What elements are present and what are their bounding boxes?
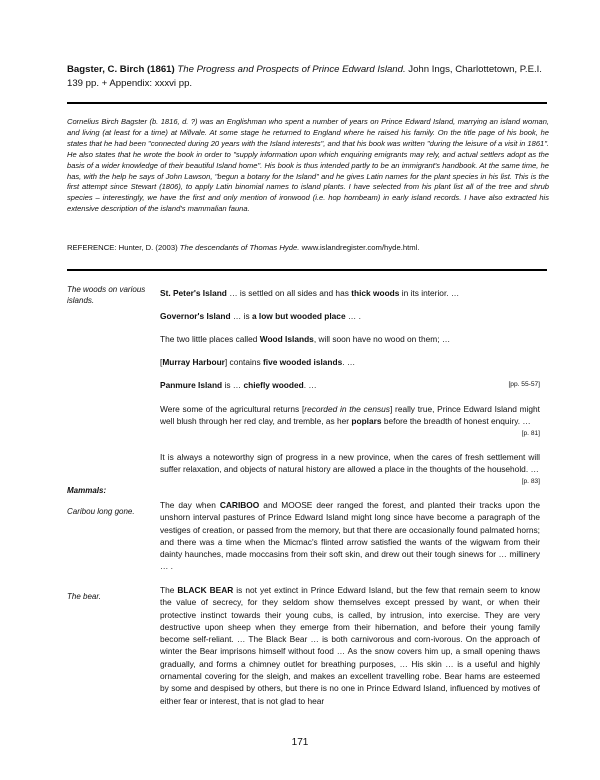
entry-murray-harbour [160,356,540,368]
entry-text: Were some of the agricultural returns [ [160,404,305,414]
page-number: 171 [291,737,309,748]
abstract: Cornelius Birch Bagster (b. 1816, d. ?) was an Englishman who spent a number of years on Prince Edward Island, marrying an island woman, and living (at least for a time) at Millvale. At some stage he returned to England where he raised his family. On the title page of his book, he states that he had been "connected during 20 years with the Island interests", and that his book was written "during the leisure of a visit in 1861". He also states that he wrote the book in order to "supply information upon which enquiring emigrants may rely, and actual settlers adopt as the basis of a wider knowledge of their beautiful Island home". His book is thus intended partly to be an immigrant's handbook. At the same time, he has, with the help he says of John Lawson, "begun a botany for the Island" and he gives Latin names for the plant species in his list. This is the first attempt since Stewart (1806), to apply Latin binomial names to island plants. I have selected from his plant list all of the tree and shrub species – interestingly, we have the first and only mention of ironwood (i.e. hop hornbeam) in early island records. I have also extracted his extensive description of the island's mammalian fauna. [67,117,549,214]
entry-natural-history [160,451,540,488]
entry-bold: Murray Harbour [162,357,225,367]
entry-text: The two little places called [160,334,260,344]
entry-agricultural-returns [160,403,540,440]
entry-bold: Governor's Island [160,311,231,321]
entry-panmure [160,379,540,391]
margin-note-woods: The woods on various islands. [67,285,146,305]
entry-text: , will soon have no wood on them; … [313,334,451,344]
reference-url: www.islandregister.com/hyde.html. [301,243,420,252]
entry-text: The day when [160,500,220,510]
entry-text: ] really true, Prince Edward Island might well blush through her red clay, and tremble, as her [160,404,540,427]
entry-text: . … [303,380,317,390]
entry-text: … . [345,311,361,321]
margin-note-bear: The bear. [67,592,101,601]
entry-bold: BLACK BEAR [177,585,234,595]
margin-note-mammals: Mammals: [67,486,107,495]
entry-text: The [160,585,178,595]
entry-text: … is settled on all sides and has [226,288,352,298]
entry-bold: Wood Islands [259,334,314,344]
entry-text: and MOOSE deer ranged the forest, and planted their tracks upon the unshorn interval pastures of Prince Edward Island might long since have become a paragraph of the vestiges of creation, or passed from the memory, but that there are occasionally found palmated horns; and there was a time when the Micmac's flinted arrow satisfied the wants of the wigwam from their dainty haunches, made moccasins from their soft skin, and drew out their tough sinews for … millinery … . [160,500,540,572]
entry-bold: five wooded islands [262,357,343,367]
entry-bold: poplars [351,416,382,427]
entry-black-bear [160,584,540,707]
citation-publisher: John Ings, Charlottetown, P.E.I. 139 pp. + Appendix: xxxvi pp. [67,64,542,89]
entry-wood-islands [160,333,540,345]
citation-author: Bagster, C. Birch (1861) [67,64,175,75]
reference-prefix: REFERENCE: Hunter, D. (2003) [67,243,178,252]
entry-text: is not yet extinct in Prince Edward Island, but the few that remain seem to know the value of secrecy, for they seldom show themselves except pressed by want, or when their protective instinct towards their young cubs, is called, by intrusion, into exercise. They are very destructive upon sheep when they emerge from their hibernation, and before their young family become self-reliant. … The Black Bear … is both carnivorous and corn-ivorous. On the approach of winter the Bear imprisons himself without food … As the snow covers him up, a small opening thaws gradually, and forms a chimney outlet for breathing purposes, … His skin … is a useful and highly ornamental covering for the sleigh, and makes an excellent travelling robe. Bear hams are esteemed by some and despised by others, but there is no one in Prince Edward Island, influenced by motives of either fear or interest, that is not glad to hear [160,585,540,706]
citation [67,63,547,91]
reference-title: The descendants of Thomas Hyde. [179,243,300,252]
entry-text: It is always a noteworthy sign of progress in a new province, when the cares of fresh settlement will suffer relaxation, and objects of natural history are allowed a place in the thoughts of the household. … [160,452,540,475]
citation-title: The Progress and Prospects of Prince Edward Island. [177,64,406,75]
entry-bold: thick woods [351,288,400,298]
entry-text: in its interior. … [399,288,460,298]
entry-text: ] contains [224,357,263,367]
entry-text: is … [222,380,244,390]
middle-divider [67,269,547,271]
entry-bold: Panmure Island [160,380,223,390]
page-reference: [pp. 55-57] [508,381,540,388]
entry-governors [160,310,540,322]
entry-italic: recorded in the census [304,404,390,414]
top-divider [67,102,547,104]
entry-text: [ [160,357,163,367]
entry-bold: CARIBOO [219,500,260,510]
margin-note-caribou: Caribou long gone. [67,507,135,516]
entry-text: … is [230,311,252,321]
reference [67,242,549,253]
entry-bold: a low but wooded place [251,311,346,321]
entry-st-peters [160,287,540,299]
entry-text: . … [342,357,356,367]
page-reference: [p. 83] [521,477,540,485]
entry-bold: St. Peter's Island [160,288,227,298]
entry-text: before the breadth of honest enquiry. … [381,416,531,427]
page-reference: [p. 81] [521,429,540,437]
entry-bold: chiefly wooded [243,380,304,390]
entry-caribou [160,499,540,573]
